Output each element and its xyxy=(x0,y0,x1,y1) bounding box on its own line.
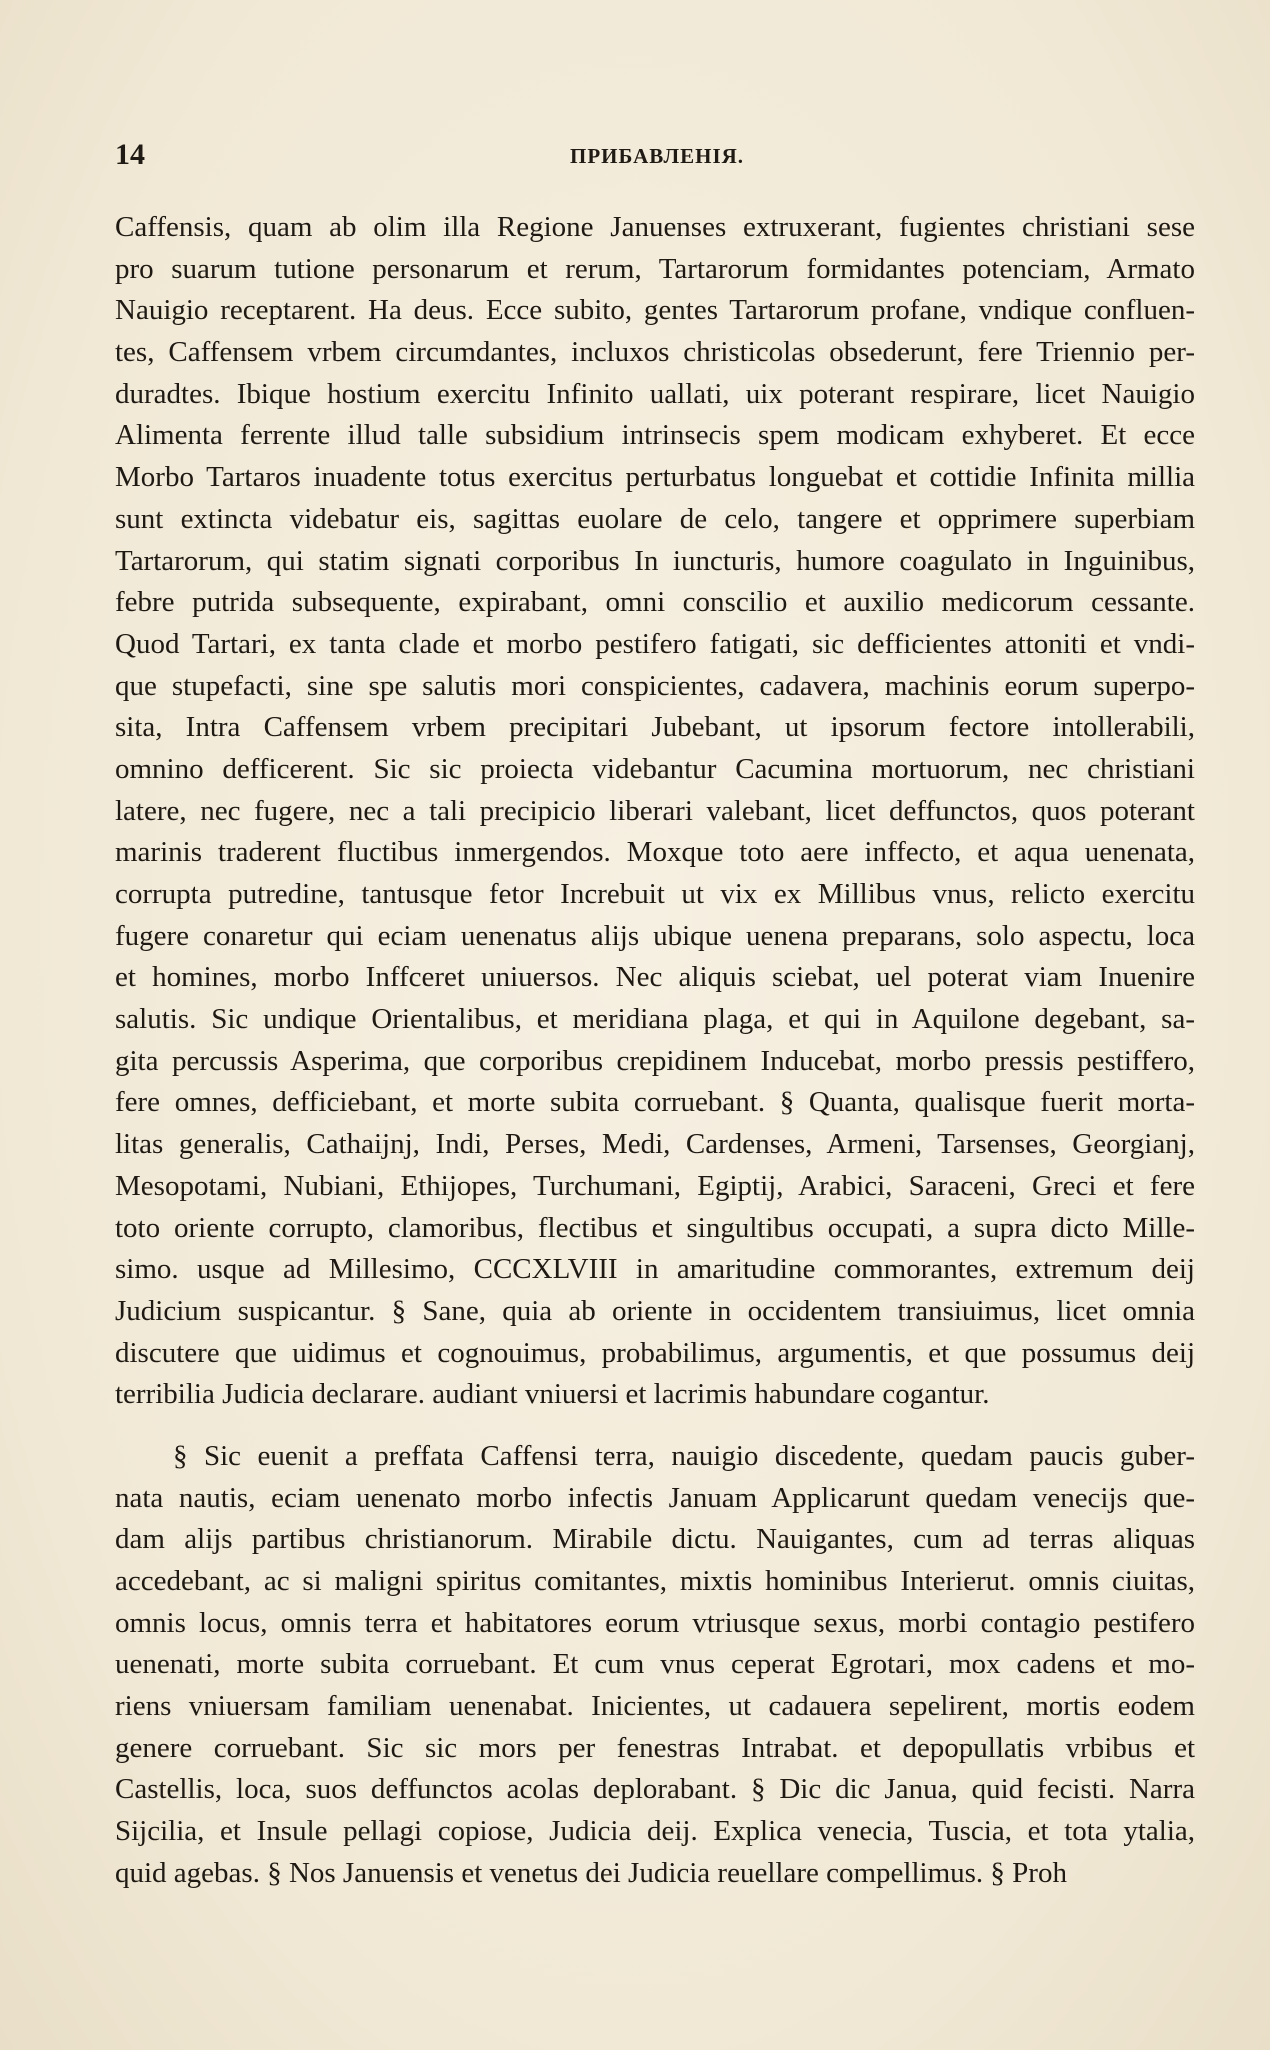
text-line: Judicium suspicantur. § Sane, quia ab oriente in occidentem transiuimus, licet omnia xyxy=(115,1294,1195,1327)
text-line: Tartarorum, qui statim signati corporibus In iuncturis, humore coagulato in Inguinibus, xyxy=(115,544,1195,577)
text-line: et homines, morbo Inffceret uniuersos. Nec aliquis sciebat, uel poterat viam Inuenire xyxy=(115,961,1195,994)
text-line: omnis locus, omnis terra et habitatores eorum vtriusque sexus, morbi contagio pestifero xyxy=(115,1606,1195,1639)
text-line: simo. usque ad Millesimo, CCCXLVIII in amaritudine commorantes, extremum deij xyxy=(115,1253,1195,1286)
text-line: Nauigio receptarent. Ha deus. Ecce subito, gentes Tartarorum profane, vndique confluen- xyxy=(115,294,1195,327)
paragraph-2 xyxy=(115,1436,1195,1895)
text-line: marinis traderent fluctibus inmergendos. Moxque toto aere inffecto, et aqua uenenata, xyxy=(115,836,1195,869)
text-line: Alimenta ferrente illud talle subsidium intrinsecis spem modicam exhyberet. Et ecce xyxy=(115,419,1195,452)
running-head: ПРИБАВЛЕНІЯ. xyxy=(570,144,745,168)
text-line: genere corruebant. Sic sic mors per fenestras Intrabat. et depopullatis vrbibus et xyxy=(115,1731,1195,1764)
text-line: latere, nec fugere, nec a tali precipicio liberari valebant, licet deffunctos, quos poterant xyxy=(115,794,1195,827)
text-line: Mesopotami, Nubiani, Ethijopes, Turchumani, Egiptij, Arabici, Saraceni, Greci et fere xyxy=(115,1169,1195,1202)
text-line: terribilia Judicia declarare. audiant vniuersi et lacrimis habundare cogantur. xyxy=(115,1378,990,1411)
text-line: discutere que uidimus et cognouimus, probabilimus, argumentis, et que possumus deij xyxy=(115,1336,1195,1369)
text-line: Morbo Tartaros inuadente totus exercitus perturbatus longuebat et cottidie Infinita millia xyxy=(115,461,1195,494)
text-line: gita percussis Asperima, que corporibus crepidinem Inducebat, morbo pressis pestiffero, xyxy=(115,1044,1195,1077)
text-line: Sijcilia, et Insule pellagi copiose, Judicia deij. Explica venecia, Tuscia, et tota ytalia, xyxy=(115,1815,1195,1848)
text-line: omnino defficerent. Sic sic proiecta videbantur Cacumina mortuorum, nec christiani xyxy=(115,752,1195,785)
text-line: Castellis, loca, suos deffunctos acolas deplorabant. § Dic dic Janua, quid fecisti. Narra xyxy=(115,1773,1195,1806)
text-line: nata nautis, eciam uenenato morbo infectis Januam Applicarunt quedam venecijs que- xyxy=(115,1481,1195,1514)
text-line: Caffensis, quam ab olim illa Regione Januenses extruxerant, fugientes christiani sese xyxy=(115,211,1195,243)
paragraph-1 xyxy=(115,207,1195,1416)
text-line: sita, Intra Caffensem vrbem precipitari Jubebant, ut ipsorum fectore intollerabili, xyxy=(115,711,1195,744)
page-number: 14 xyxy=(115,138,145,171)
text-line: que stupefacti, sine spe salutis mori conspicientes, cadavera, machinis eorum superpo- xyxy=(115,669,1195,702)
page-header xyxy=(115,138,1195,178)
text-line: fugere conaretur qui eciam uenenatus alijs ubique uenena preparans, solo aspectu, loca xyxy=(115,919,1195,952)
text-line: toto oriente corrupto, clamoribus, flectibus et singultibus occupati, a supra dicto Mille- xyxy=(115,1211,1195,1244)
text-line: Quod Tartari, ex tanta clade et morbo pestifero fatigati, sic defficientes attoniti et vndi- xyxy=(115,627,1195,660)
text-line: quid agebas. § Nos Januensis et venetus dei Judicia reuellare compellimus. § Proh xyxy=(115,1856,1067,1889)
text-line: febre putrida subsequente, expirabant, omni conscilio et auxilio medicorum cessante. xyxy=(115,586,1195,619)
text-line: pro suarum tutione personarum et rerum, Tartarorum formidantes potenciam, Armato xyxy=(115,252,1195,285)
text-line: corrupta putredine, tantusque fetor Increbuit ut vix ex Millibus vnus, relicto exercitu xyxy=(115,878,1195,910)
text-line: litas generalis, Cathaijnj, Indi, Perses, Medi, Cardenses, Armeni, Tarsenses, Georgianj, xyxy=(115,1128,1195,1161)
text-line: fere omnes, defficiebant, et morte subita corruebant. § Quanta, qualisque fuerit morta- xyxy=(115,1086,1195,1119)
text-line: dam alijs partibus christianorum. Mirabile dictu. Nauigantes, cum ad terras aliquas xyxy=(115,1523,1195,1556)
text-line: § Sic euenit a preffata Caffensi terra, nauigio discedente, quedam paucis guber- xyxy=(173,1439,1195,1472)
text-line: uenenati, morte subita corruebant. Et cum vnus ceperat Egrotari, mox cadens et mo- xyxy=(115,1648,1195,1681)
text-line: tes, Caffensem vrbem circumdantes, incluxos christicolas obsederunt, fere Triennio per- xyxy=(115,336,1195,369)
paragraph-gap xyxy=(115,1416,1195,1436)
text-line: accedebant, ac si maligni spiritus comitantes, mixtis hominibus Interierut. omnis ciuitas, xyxy=(115,1565,1195,1597)
text-line: sunt extincta videbatur eis, sagittas euolare de celo, tangere et opprimere superbiam xyxy=(115,502,1195,535)
body-text xyxy=(115,207,1195,1895)
text-line: duradtes. Ibique hostium exercitu Infinito uallati, uix poterant respirare, licet Nauigio xyxy=(115,377,1195,410)
text-line: salutis. Sic undique Orientalibus, et meridiana plaga, et qui in Aquilone degebant, sa- xyxy=(115,1003,1195,1036)
text-line: riens vniuersam familiam uenenabat. Inicientes, ut cadauera sepelirent, mortis eodem xyxy=(115,1690,1195,1723)
